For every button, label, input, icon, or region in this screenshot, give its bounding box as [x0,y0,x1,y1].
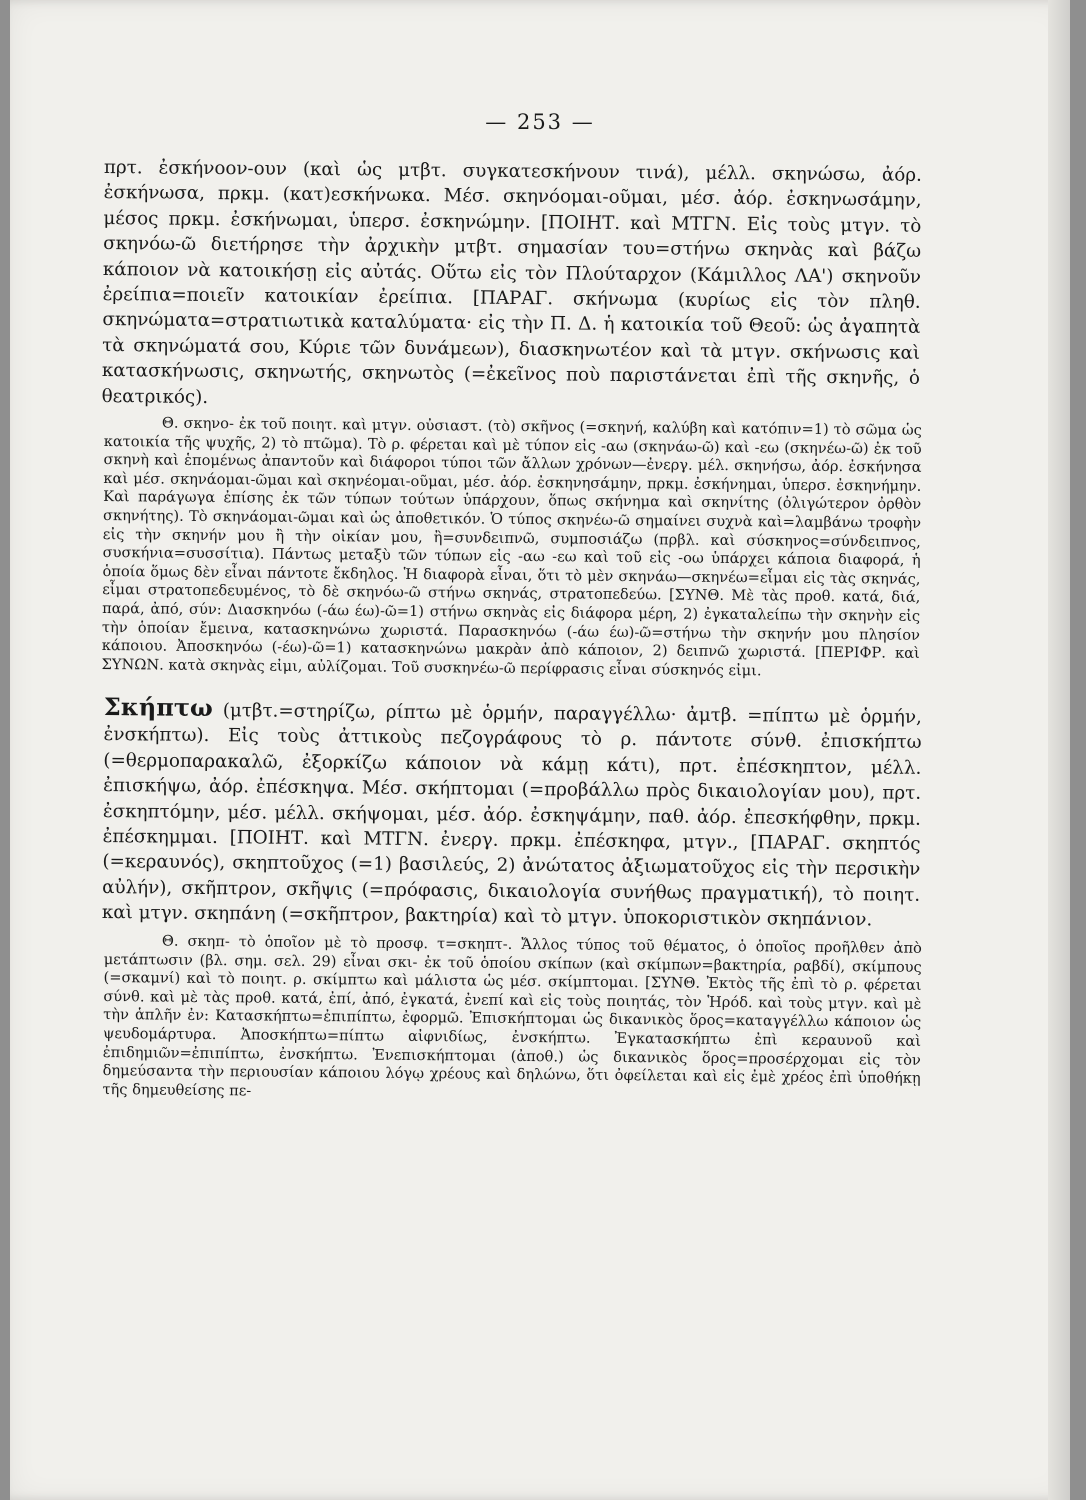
entry-skepto-paragraph [102,694,922,933]
page-body [101,155,922,1100]
entry-skepto-etymology-note: Θ. σκηπ- τὸ ὁποῖον μὲ τὸ προσφ. τ=σκηπτ-. Ἄλλος τύπος τοῦ θέματος, ὁ ὁποῖος προῆλθεν ἀπὸ μετάπτωσιν (βλ. σημ. σελ. 29) εἶναι σκι- ἐκ τοῦ ὁποίου σκίπων (καὶ σκίμπων=βακτηρία, ραβδί), σκίμπους (=σκαμνί) καὶ τὸ ποιητ. ρ. σκίμπτω καὶ μάλιστα ὡς μέσ. σκίμπτομαι. [ΣΥΝΘ. Ἐκτὸς τῆς ἐπὶ τὸ ρ. φέρεται σύνθ. καὶ μὲ τὰς προθ. κατά, ἐπί, ἀπό, ἐγκατά, ἐνεπί καὶ εἰς τοὺς ποιητάς, τὸν Ἡρόδ. καὶ τοὺς μτγν. καὶ μὲ τὴν ἁπλῆν ἐν: Κατασκήπτω=ἐπιπίπτω, ἐφορμῶ. Ἐπισκήπτομαι ὡς δικανικὸς ὅρος=καταγγέλλω κάποιον ὡς ψευδομάρτυρα. Ἀποσκήπτω=πίπτω αἰφνιδίως, ἐνσκήπτω. Ἐγκατασκήπτω ἐπὶ κεραυνοῦ καὶ ἐπιδημιῶν=ἐπιπίπτω, ἐνσκήπτω. Ἐνεπισκήπτομαι (ἀποθ.) ὡς δικανικὸς ὅρος=προσέρχομαι εἰς τὸν δημεύσαντα τὴν περιουσίαν κάποιου λόγῳ χρέους καὶ δηλώνω, ὅτι ὀφείλεται καὶ εἰς ἐμὲ χρέος ἐπὶ ὑποθήκῃ τῆς δημευθείσης πε- [102,932,922,1100]
page-number: — 253 — [485,110,595,134]
entry-skenoo-main-text: πρτ. ἐσκήνοον-ουν (καὶ ὡς μτβτ. συγκατεσκήνουν τινά), μέλλ. σκηνώσω, ἀόρ. ἐσκήνωσα, πρκμ. (κατ)εσκήνωκα. Μέσ. σκηνόομαι-οῦμαι, μέσ. ἀόρ. ἐσκηνωσάμην, μέσος πρκμ. ἐσκήνωμαι, ὑπερσ. ἐσκηνώμην. [ΠΟΙΗΤ. καὶ ΜΤΓΝ. Εἰς τοὺς μτγν. τὸ σκηνόω-ῶ διετήρησε τὴν ἀρχικὴν μτβτ. σημασίαν του=στήνω σκηνὰς καὶ βάζω κάποιον νὰ κατοικήσῃ εἰς αὐτάς. Οὕτω εἰς τὸν Πλούταρχον (Κάμιλλος ΛΑ') σκηνοῦν ἐρείπια=ποιεῖν κατοικίαν ἐρείπια. [ΠΑΡΑΓ. σκήνωμα (κυρίως εἰς τὸν πληθ. σκηνώματα=στρατιωτικὰ καταλύματα· εἰς τὴν Π. Δ. ἡ κατοικία τοῦ Θεοῦ: ὡς ἀγαπητὰ τὰ σκηνώματά σου, Κύριε τῶν δυνάμεων), διασκηνωτέον καὶ τὰ μτγν. σκήνωσις καὶ κατασκήνωσις, σκηνωτής, σκηνωτὸς (=ἐκεῖνος ποὺ παριστάνεται ἐπὶ τῆς σκηνῆς, ὁ θεατρικός). [101,156,922,408]
entry-skepto-headword: Σκήπτω [103,692,213,723]
entry-skenoo-etymology-note: Θ. σκηνο- ἐκ τοῦ ποιητ. καὶ μτγν. οὐσιαστ. (τὸ) σκῆνος (=σκηνή, καλύβη καὶ κατόπιν=1) τὸ σῶμα ὡς κατοικία τῆς ψυχῆς, 2) τὸ πτῶμα). Τὸ ρ. φέρεται καὶ μὲ τύπον εἰς -αω (σκηνάω-ῶ) καὶ -εω (σκηνέω-ῶ) ἐκ τοῦ σκηνὴ καὶ ἑπομένως ἀπαντοῦν καὶ διάφοροι τύποι τῶν ἄλλων χρόνων—ἐνεργ. μέλ. σκηνήσω, ἀόρ. ἐσκήνησα καὶ μέσ. σκηνάομαι-ῶμαι καὶ σκηνέομαι-οῦμαι, μέσ. ἀόρ. ἐσκηνησάμην, πρκμ. ἐσκήνημαι, ὑπερσ. ἐσκηνήμην. Καὶ παράγωγα ἐπίσης ἐκ τῶν τύπων τούτων ὑπάρχουν, ὅπως σκήνημα καὶ σκηνίτης (ὀλιγώτερον ὀρθὸν σκηνήτης). Τὸ σκηνάομαι-ῶμαι καὶ ὡς ἀποθετικόν. Ὁ τύπος σκηνέω-ῶ σημαίνει συχνὰ καὶ=λαμβάνω τροφὴν εἰς τὴν σκηνήν μου ἢ τὴν οἰκίαν μου, ἢ=συνδειπνῶ, συμποσιάζω (πρβλ. καὶ σύσκηνος=σύνδειπνος, συσκήνια=συσσίτια). Πάντως μεταξὺ τῶν τύπων εἰς -αω -εω καὶ τοῦ εἰς -οω ὑπάρχει κάποια διαφορά, ἡ ὁποία ὅμως δὲν εἶναι πάντοτε ἔκδηλος. Ἡ διαφορὰ εἶναι, ὅτι τὸ μὲν σκηνάω—σκηνέω=εἶμαι εἰς τὰς σκηνάς, εἶμαι στρατοπεδευμένος, τὸ δὲ σκηνόω-ῶ στήνω σκηνάς, στρατοπεδεύω. [ΣΥΝΘ. Μὲ τὰς προθ. κατά, διά, παρά, ἀπό, σύν: Διασκηνόω (-άω έω)-ῶ=1) στήνω σκηνὰς εἰς διάφορα μέρη, 2) ἐγκαταλείπω τὴν σκηνὴν εἰς τὴν ὁποίαν ἔμεινα, κατασκηνώνω χωριστά. Παρασκηνόω (-άω έω)-ῶ=στήνω τὴν σκηνήν μου πλησίον κάποιου. Ἀποσκηνόω (-έω)-ῶ=1) κατασκηνώνω μακρὰν ἀπὸ κάποιον, 2) δειπνῶ χωριστά. [ΠΕΡΙΦΡ. καὶ ΣΥΝΩΝ. κατὰ σκηνὰς εἰμι, αὐλίζομαι. Τοῦ συσκηνέω-ῶ περίφρασις εἶναι σύσκηνός εἰμι. [101,414,922,680]
entry-skepto-main-text: (μτβτ.=στηρίζω, ρίπτω μὲ ὁρμήν, παραγγέλλω· ἀμτβ. =πίπτω μὲ ὁρμήν, ἐνσκήπτω). Εἰς τοὺς ἀττικοὺς πεζογράφους τὸ ρ. πάντοτε σύνθ. ἐπισκήπτω (=θερμοπαρακαλῶ, ἐξορκίζω κάποιον νὰ κάμῃ κάτι), πρτ. ἐπέσκηπτον, μέλλ. ἐπισκήψω, ἀόρ. ἐπέσκηψα. Μέσ. σκήπτομαι (=προβάλλω πρὸς δικαιολογίαν μου), πρτ. ἐσκηπτόμην, μέσ. μέλλ. σκήψομαι, μέσ. ἀόρ. ἐσκηψάμην, παθ. ἀόρ. ἐπεσκήφθην, πρκμ. ἐπέσκημμαι. [ΠΟΙΗΤ. καὶ ΜΤΓΝ. ἐνεργ. πρκμ. ἐπέσκηφα, μτγν., [ΠΑΡΑΓ. σκηπτός (=κεραυνός), σκηπτοῦχος (=1) βασιλεύς, 2) ἀνώτατος ἀξιωματοῦχος εἰς τὴν περσικὴν αὐλήν), σκῆπτρον, σκῆψις (=πρόφασις, δικαιολογία συνήθως πραγματική), τὸ ποιητ. καὶ μτγν. σκηπάνη (=σκῆπτρον, βακτηρία) καὶ τὸ μτγν. ὑποκοριστικὸν σκηπάνιον. [101,700,922,932]
book-page [10,0,1070,1500]
page-edge [1048,0,1070,1500]
